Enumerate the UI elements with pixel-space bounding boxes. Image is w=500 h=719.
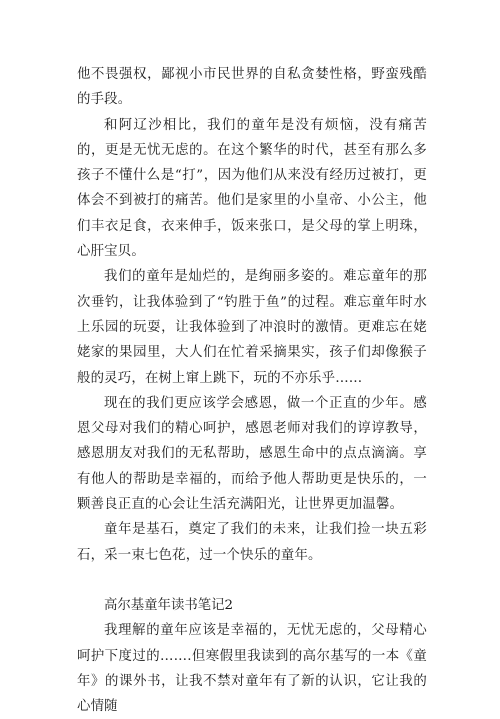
- paragraph-6: 我理解的童年应该是幸福的，无忧无虑的，父母精心呵护下度过的…….但寒假里我读到的高尔基写的一本《童年》的课外书，让我不禁对童年有了新的认识，它让我的心情随: [77, 623, 427, 715]
- paragraph-3: 我们的童年是灿烂的，是绚丽多姿的。难忘童年的那次垂钓，让我体验到了“钓胜于鱼”的过程。难忘童年时水上乐园的玩耍，让我体验到了冲浪时的激情。更难忘在姥姥家的果园里，大人们在忙着采摘果实，孩子们却像猴子般的灵巧，在树上窜上跳下，玩的不亦乐乎……: [77, 269, 427, 386]
- paragraph-5: 童年是基石，奠定了我们的未来，让我们捡一块五彩石，采一束七色花，过一个快乐的童年。: [77, 522, 427, 563]
- paragraph-1: 他不畏强权，鄙视小市民世界的自私贪婪性格，野蛮残酷的手段。: [77, 67, 427, 108]
- paragraph-2: 和阿辽沙相比，我们的童年是没有烦恼，没有痛苦的，更是无忧无虑的。在这个繁华的时代，甚至有那么多孩子不懂什么是“打”，因为他们从来没有经历过被打，更体会不到被打的痛苦。他们是家里的小皇帝、小公主，他们丰衣足食，衣来伸手，饭来张口，是父母的掌上明珠，心肝宝贝。: [77, 117, 427, 260]
- paragraph-4: 现在的我们更应该学会感恩，做一个正直的少年。感恩父母对我们的精心呵护，感恩老师对我们的谆谆教导，感恩朋友对我们的无私帮助，感恩生命中的点点滴滴。享有他人的帮助是幸福的，而给予他人帮助更是快乐的，一颗善良正直的心会让生活充满阳光，让世界更加温馨。: [77, 395, 427, 513]
- document-body: [77, 62, 427, 719]
- section-title: 高尔基童年读书笔记2: [104, 597, 234, 613]
- section-spacer: [77, 568, 427, 593]
